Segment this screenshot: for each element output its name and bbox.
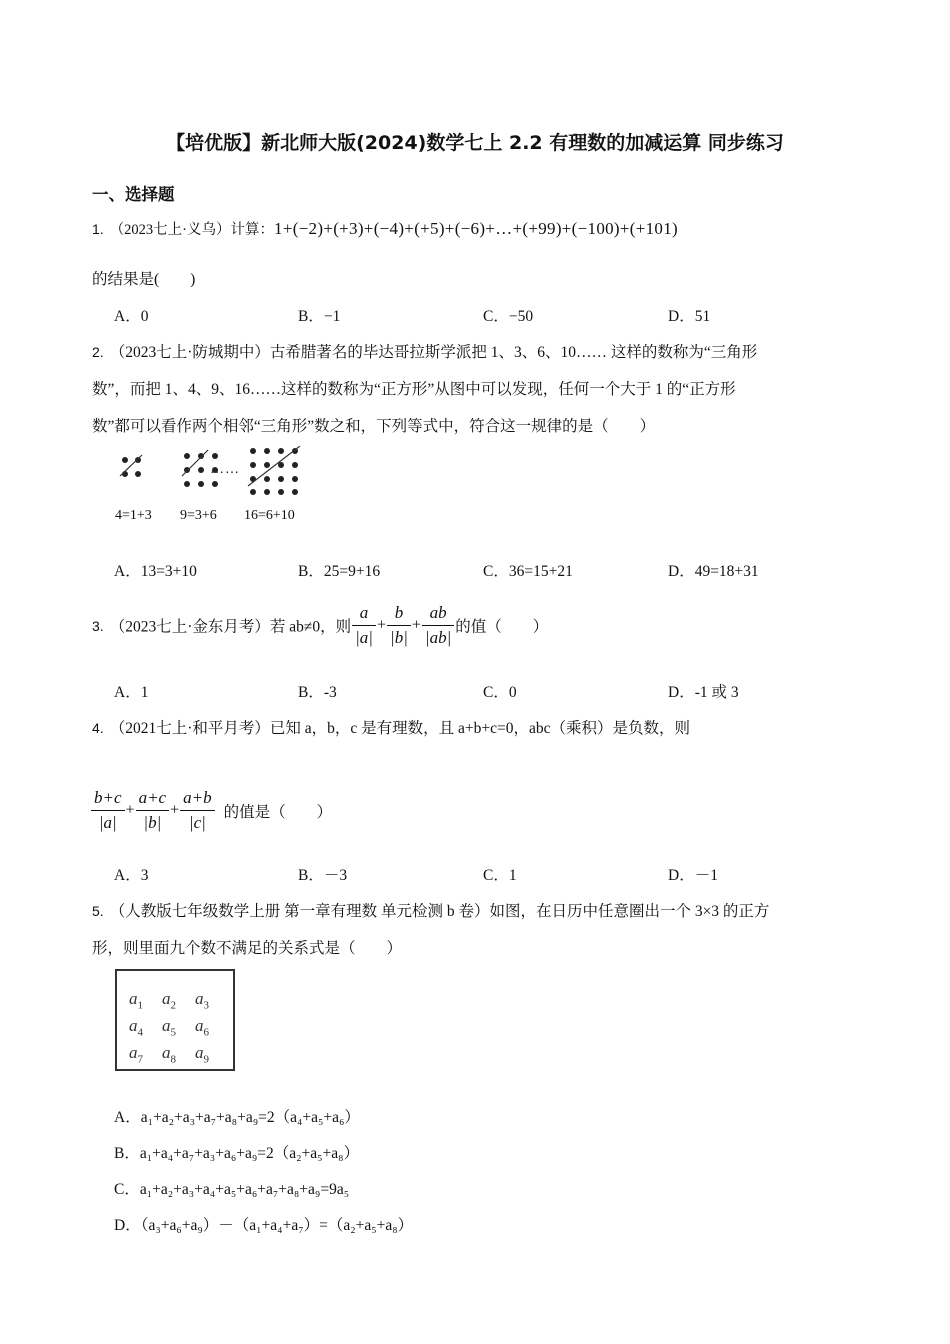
fraction-b: $\frac{b}{|b|}$ xyxy=(387,601,411,650)
option-a: A．1 xyxy=(114,684,149,701)
cell-a9: $a_9$ xyxy=(195,1043,209,1066)
option-c: C．36=15+21 xyxy=(483,563,573,580)
option-b: B．a₁+a₄+a₇+a₃+a₆+a₉=2（a₂+a₅+a₈） xyxy=(114,1145,360,1162)
cell-a6: $a_6$ xyxy=(195,1016,209,1039)
question-text-line-2: 数”，而把 1、4、9、16……这样的数称为“正方形”从图中可以发现，任何一个大于 1 的“正方形 xyxy=(92,381,736,398)
option-d: D．49=18+31 xyxy=(668,563,759,580)
question-text-line-3: 数”都可以看作两个相邻“三角形”数之和，下列等式中，符合这一规律的是（ ） xyxy=(92,418,656,435)
fraction-bc-over-a: $\frac{b+c}{|a|}$ xyxy=(91,786,125,835)
question-number: 1. xyxy=(92,221,104,237)
question-number: 5. xyxy=(92,903,104,919)
option-c: C．a₁+a₂+a₃+a₄+a₅+a₆+a₇+a₈+a₉=9a₅ xyxy=(114,1181,350,1198)
question-tail: 的值是（ ） xyxy=(223,803,333,821)
option-c: C．1 xyxy=(483,867,517,884)
option-b: B．−1 xyxy=(298,308,341,325)
option-c: C．0 xyxy=(483,684,517,701)
question-text-line-2: 形，则里面九个数不满足的关系式是（ ） xyxy=(92,940,403,957)
question-1 xyxy=(92,218,678,239)
question-number: 4. xyxy=(92,720,104,736)
dots-16 xyxy=(248,446,300,495)
page-title: 【培优版】新北师大版(2024)数学七上 2.2 有理数的加减运算 同步练习 xyxy=(166,132,784,154)
option-d: D．－1 xyxy=(668,867,718,884)
question-expression: 1+(−2)+(+3)+(−4)+(+5)+(−6)+…+(+99)+(−100)+(+101) xyxy=(274,219,678,238)
question-number: 2. xyxy=(92,344,104,360)
fraction-ab: $\frac{ab}{|ab|}$ xyxy=(422,601,454,650)
cell-a1: $a_1$ xyxy=(129,989,143,1012)
fraction-a: $\frac{a}{|a|}$ xyxy=(352,601,376,650)
question-3: 3. （2023七上·金东月考）若 ab≠0，则 $\frac{a}{|a|}$ + $\frac{b}{|b|}$ + $\frac{ab}{|ab|}$ 的值（ ） xyxy=(92,601,548,650)
dots-4 xyxy=(120,455,142,477)
option-a: A．0 xyxy=(114,308,149,325)
fraction-ab-over-c: $\frac{a+b}{|c|}$ xyxy=(180,786,214,835)
figure-caption-16: 16=6+10 xyxy=(244,508,295,523)
calendar-3x3-grid xyxy=(115,969,235,1071)
question-5 xyxy=(92,899,769,921)
option-d: D．51 xyxy=(668,308,711,325)
section-heading: 一、选择题 xyxy=(92,185,175,204)
question-number: 3. xyxy=(92,617,104,634)
figure-caption-4: 4=1+3 xyxy=(115,508,152,523)
option-d: D．-1 或 3 xyxy=(668,684,739,701)
fraction-ac-over-b: $\frac{a+c}{|b|}$ xyxy=(136,786,170,835)
question-text-line-1: （2021七上·和平月考）已知 a，b，c 是有理数，且 a+b+c=0，abc（乘积）是负数，则 xyxy=(109,720,690,737)
option-a: A．13=3+10 xyxy=(114,563,197,580)
question-4-expression: $\frac{b+c}{|a|}$ + $\frac{a+c}{|b|}$ + $\frac{a+b}{|c|}$ 的值是（ ） xyxy=(90,786,332,835)
figure-ellipsis: …… xyxy=(210,462,240,477)
cell-a2: $a_2$ xyxy=(162,989,176,1012)
question-4 xyxy=(92,716,690,738)
question-text-line-1: （人教版七年级数学上册 第一章有理数 单元检测 b 卷）如图，在日历中任意圈出一个 3×3 的正方 xyxy=(109,903,770,920)
question-2 xyxy=(92,340,757,362)
option-c: C．−50 xyxy=(483,308,534,325)
square-number-dot-figure xyxy=(112,446,372,496)
question-1-tail: 的结果是( ) xyxy=(92,271,196,288)
figure-caption-9: 9=3+6 xyxy=(180,508,217,523)
question-text-line-1: （2023七上·防城期中）古希腊著名的毕达哥拉斯学派把 1、3、6、10…… 这样的数称为“三角形 xyxy=(109,344,758,361)
option-a: A．a₁+a₂+a₃+a₇+a₈+a₉=2（a₄+a₅+a₆） xyxy=(114,1109,360,1126)
question-source: （2023七上·义乌）计算： xyxy=(109,222,275,238)
cell-a8: $a_8$ xyxy=(162,1043,176,1066)
option-d: D．（a₃+a₆+a₉）－（a₁+a₄+a₇）=（a₂+a₅+a₈） xyxy=(114,1217,414,1234)
option-b: B．25=9+16 xyxy=(298,563,381,580)
cell-a7: $a_7$ xyxy=(129,1043,143,1066)
cell-a3: $a_3$ xyxy=(195,989,209,1012)
option-a: A．3 xyxy=(114,867,149,884)
option-b: B．-3 xyxy=(298,684,337,701)
question-tail: 的值（ ） xyxy=(455,618,549,636)
cell-a4: $a_4$ xyxy=(129,1016,143,1039)
question-source: （2023七上·金东月考）若 ab≠0，则 xyxy=(109,618,352,636)
cell-a5: $a_5$ xyxy=(162,1016,176,1039)
option-b: B．－3 xyxy=(298,867,348,884)
